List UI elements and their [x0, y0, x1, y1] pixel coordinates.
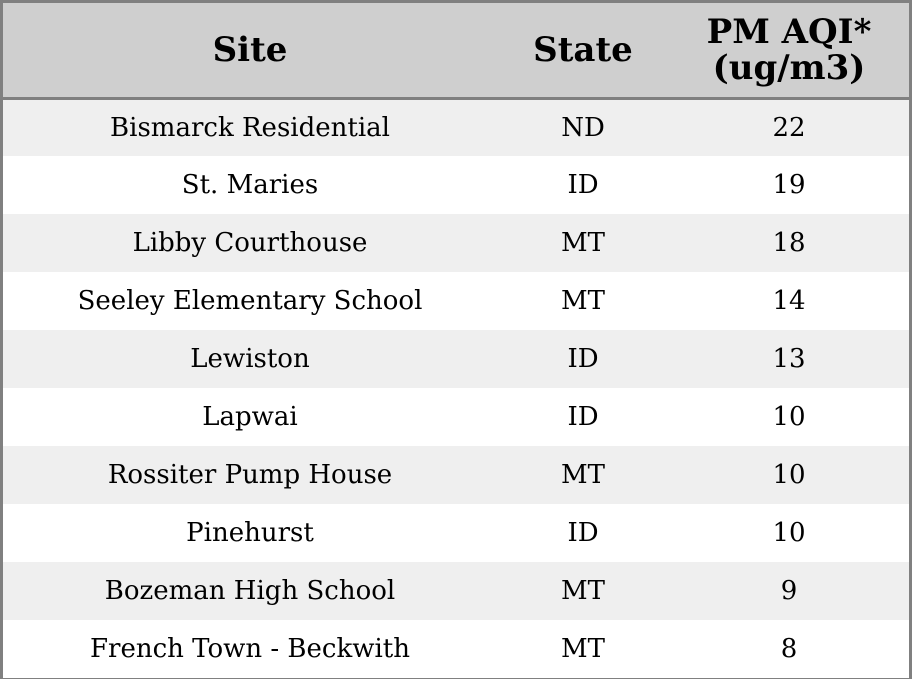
- cell-site: Rossiter Pump House: [107, 460, 393, 490]
- table-row: [3, 388, 909, 446]
- cell-site: Pinehurst: [186, 518, 314, 548]
- header-row: [3, 3, 909, 98]
- header-state: State: [497, 3, 669, 98]
- cell-state: ND: [561, 112, 605, 143]
- cell-state: ID: [567, 170, 599, 200]
- cell-pm-aqi: 22: [772, 112, 806, 143]
- cell-site: Bismarck Residential: [110, 112, 390, 143]
- cell-state: MT: [561, 228, 605, 258]
- cell-pm-aqi: 10: [772, 460, 806, 490]
- cell-pm-aqi: 10: [772, 402, 806, 432]
- cell-state: MT: [561, 634, 605, 664]
- table-header: [3, 3, 909, 98]
- table-row: [3, 504, 909, 562]
- cell-pm-aqi: 13: [772, 344, 806, 374]
- cell-state: ID: [567, 518, 599, 548]
- cell-state: ID: [567, 402, 599, 432]
- table-body: [3, 98, 909, 678]
- cell-pm-aqi: 9: [780, 576, 798, 606]
- header-pm-aqi: [669, 3, 909, 98]
- cell-pm-aqi: 19: [772, 170, 806, 200]
- table-row: [3, 330, 909, 388]
- cell-pm-aqi: 14: [772, 286, 806, 316]
- header-pm-aqi-line1: PM AQI*: [706, 11, 872, 52]
- table-row: [3, 272, 909, 330]
- table-row: [3, 620, 909, 678]
- table-row: [3, 562, 909, 620]
- cell-state: MT: [561, 286, 605, 316]
- cell-state: MT: [561, 460, 605, 490]
- header-pm-aqi-line2: (ug/m3): [712, 47, 866, 88]
- cell-state: ID: [567, 344, 599, 374]
- cell-pm-aqi: 8: [780, 634, 798, 664]
- table-row: [3, 156, 909, 214]
- cell-pm-aqi: 10: [772, 518, 806, 548]
- cell-site: Seeley Elementary School: [77, 286, 423, 316]
- cell-site: Lapwai: [202, 402, 298, 432]
- header-site: Site: [3, 3, 497, 98]
- table-row: [3, 214, 909, 272]
- cell-site: Lewiston: [190, 344, 310, 374]
- cell-site: Libby Courthouse: [132, 228, 368, 258]
- cell-site: French Town - Beckwith: [89, 634, 411, 664]
- cell-pm-aqi: 18: [772, 228, 806, 258]
- cell-site: Bozeman High School: [104, 576, 396, 606]
- cell-state: MT: [561, 576, 605, 606]
- table-row: [3, 446, 909, 504]
- table-row: [3, 98, 909, 156]
- air-quality-table: [3, 3, 909, 678]
- cell-site: St. Maries: [181, 170, 319, 200]
